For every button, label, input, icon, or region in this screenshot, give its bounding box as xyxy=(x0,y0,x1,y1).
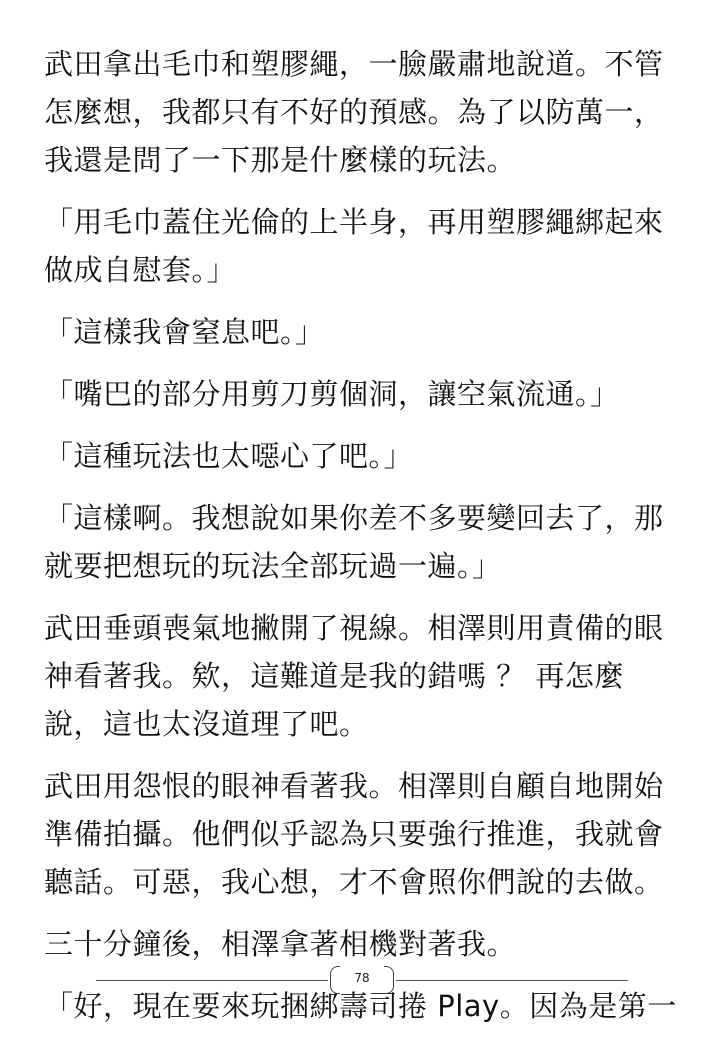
text-line: 準備拍攝。他們似乎認為只要強行推進，我就會 xyxy=(44,817,664,851)
text-line: 說，這也太沒道理了吧。 xyxy=(44,707,369,741)
page-body xyxy=(44,40,684,1044)
text-line: 「嘴巴的部分用剪刀剪個洞，讓空氣流通。」 xyxy=(44,377,620,411)
text-line: 就要把想玩的玩法全部玩過一遍。」 xyxy=(44,549,502,583)
footer-rule-left xyxy=(96,980,328,981)
text-line: 武田垂頭喪氣地撇開了視線。相澤則用責備的眼 xyxy=(44,611,664,645)
right-bracket-icon xyxy=(384,966,394,994)
text-line: 聽話。可惡，我心想，才不會照你們說的去做。 xyxy=(44,865,664,899)
text-line: 我還是問了一下那是什麼樣的玩法。 xyxy=(44,143,517,177)
text-line: 神看著我。欸，這難道是我的錯嗎 ？ 再怎麼 xyxy=(44,659,624,693)
text-line: 「這樣我會窒息吧。」 xyxy=(44,315,325,349)
text-line: 做成自慰套。」 xyxy=(44,253,237,287)
paragraph xyxy=(44,370,684,418)
paragraph xyxy=(44,198,684,294)
text-line: 「這種玩法也太噁心了吧。」 xyxy=(44,439,414,473)
text-line: 怎麼想，我都只有不好的預感。為了以防萬一， xyxy=(44,95,664,129)
paragraph xyxy=(44,920,684,968)
paragraph xyxy=(44,308,684,356)
paragraph xyxy=(44,604,684,748)
page-footer xyxy=(96,964,628,996)
text-line: 「用毛巾蓋住光倫的上半身，再用塑膠繩綁起來 xyxy=(44,205,664,239)
text-line: 三十分鐘後，相澤拿著相機對著我。 xyxy=(44,927,517,961)
paragraph xyxy=(44,494,684,590)
text-line: 武田用怨恨的眼神看著我。相澤則自顧自地開始 xyxy=(44,769,664,803)
left-bracket-icon xyxy=(330,966,340,994)
paragraph xyxy=(44,432,684,480)
text-line: 武田拿出毛巾和塑膠繩，一臉嚴肅地說道。不管 xyxy=(44,47,664,81)
text-line: 「好，現在要來玩捆綁壽司捲 Play。因為是第一 xyxy=(44,989,677,1023)
paragraph xyxy=(44,762,684,906)
footer-rule-right xyxy=(396,980,628,981)
paragraph xyxy=(44,40,684,184)
page-number: 78 xyxy=(354,971,370,985)
text-line: 「這樣啊。我想說如果你差不多要變回去了，那 xyxy=(44,501,664,535)
